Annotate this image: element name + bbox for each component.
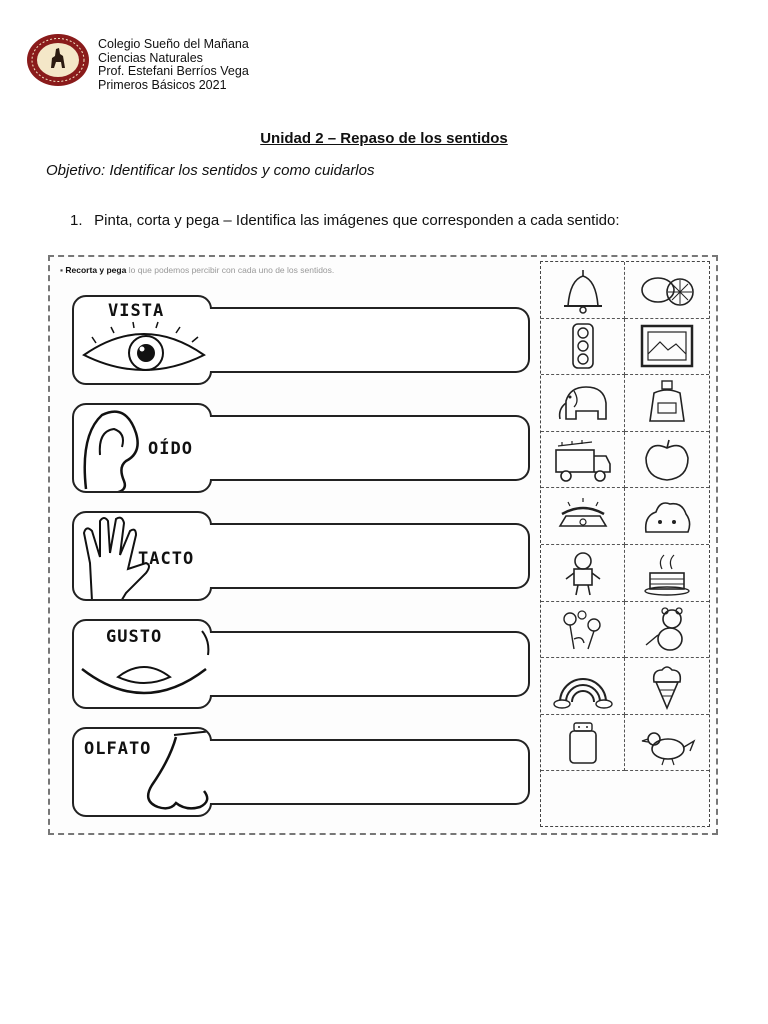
sense-card-gusto bbox=[72, 619, 212, 709]
sense-card-olfato bbox=[72, 727, 212, 817]
nose-icon bbox=[74, 729, 212, 817]
worksheet-footer-mark: · · · · · · · bbox=[682, 825, 706, 831]
worksheet-image bbox=[48, 255, 718, 835]
mouth-icon bbox=[74, 621, 212, 709]
cutout-cell bbox=[625, 432, 709, 489]
sense-card-oido bbox=[72, 403, 212, 493]
answer-box-tacto bbox=[210, 523, 530, 589]
cutout-cell bbox=[625, 262, 709, 319]
sense-label-vista: VISTA bbox=[108, 301, 165, 321]
answer-box-oido bbox=[210, 415, 530, 481]
sense-label-oido: OÍDO bbox=[148, 439, 193, 459]
school-info bbox=[98, 38, 249, 92]
cutout-cell bbox=[541, 715, 625, 772]
sense-label-gusto: GUSTO bbox=[106, 627, 163, 647]
cutout-cell bbox=[541, 488, 625, 545]
cutout-cell bbox=[541, 658, 625, 715]
answer-box-gusto bbox=[210, 631, 530, 697]
child-icon bbox=[552, 549, 614, 597]
cake-icon bbox=[636, 549, 698, 597]
sponge-icon bbox=[636, 492, 698, 540]
sense-card-vista bbox=[72, 295, 212, 385]
bullet-icon: ▪ bbox=[60, 265, 64, 275]
bear-icon bbox=[636, 605, 698, 653]
elephant-icon bbox=[552, 379, 614, 427]
cutout-cell bbox=[625, 375, 709, 432]
school-name: Colegio Sueño del Mañana bbox=[98, 37, 249, 51]
sense-card-tacto bbox=[72, 511, 212, 601]
cutout-cell bbox=[541, 602, 625, 659]
bird-icon bbox=[636, 719, 698, 767]
grade-level: Primeros Básicos 2021 bbox=[98, 77, 227, 92]
fire-truck-icon bbox=[552, 436, 614, 484]
worksheet-instruction-bold: Recorta y pega bbox=[65, 265, 127, 275]
bell-icon bbox=[552, 266, 614, 314]
instruction-text: Pinta, corta y pega – Identifica las imágenes que corresponden a cada sentido: bbox=[94, 212, 620, 229]
worksheet-instruction-rest: lo que podemos percibir con cada uno de los sentidos. bbox=[128, 265, 335, 275]
school-logo bbox=[25, 32, 91, 88]
cutout-cell bbox=[625, 488, 709, 545]
cutout-cell bbox=[625, 715, 709, 772]
cutout-cell bbox=[625, 602, 709, 659]
cutout-cell bbox=[541, 545, 625, 602]
worksheet-instruction bbox=[60, 265, 334, 275]
cutout-cell bbox=[541, 432, 625, 489]
answer-box-olfato bbox=[210, 739, 530, 805]
sense-label-olfato: OLFATO bbox=[84, 739, 152, 759]
cutout-cell bbox=[625, 545, 709, 602]
teacher-name: Prof. Estefani Berríos Vega bbox=[98, 64, 249, 78]
flowers-icon bbox=[552, 605, 614, 653]
salt-shaker-icon bbox=[552, 719, 614, 767]
cutout-cell bbox=[625, 658, 709, 715]
eye-icon bbox=[74, 297, 212, 385]
subject-name: Ciencias Naturales bbox=[98, 50, 203, 65]
cutout-grid bbox=[540, 261, 710, 827]
traffic-light-icon bbox=[552, 322, 614, 370]
objective-text: Objetivo: Identificar los sentidos y como cuidarlos bbox=[46, 162, 375, 179]
instruction bbox=[70, 212, 620, 229]
phone-icon bbox=[552, 492, 614, 540]
instruction-number: 1. bbox=[70, 212, 83, 229]
apple-icon bbox=[636, 436, 698, 484]
lemon-icon bbox=[636, 266, 698, 314]
rainbow-icon bbox=[552, 662, 614, 710]
page-title: Unidad 2 – Repaso de los sentidos bbox=[260, 130, 508, 147]
cutout-cell bbox=[625, 319, 709, 376]
ice-cream-icon bbox=[636, 662, 698, 710]
cutout-cell bbox=[541, 375, 625, 432]
cutout-cell bbox=[541, 262, 625, 319]
sense-label-tacto: TACTO bbox=[138, 549, 195, 569]
cutout-cell bbox=[541, 319, 625, 376]
perfume-icon bbox=[636, 379, 698, 427]
painting-icon bbox=[636, 322, 698, 370]
answer-box-vista bbox=[210, 307, 530, 373]
